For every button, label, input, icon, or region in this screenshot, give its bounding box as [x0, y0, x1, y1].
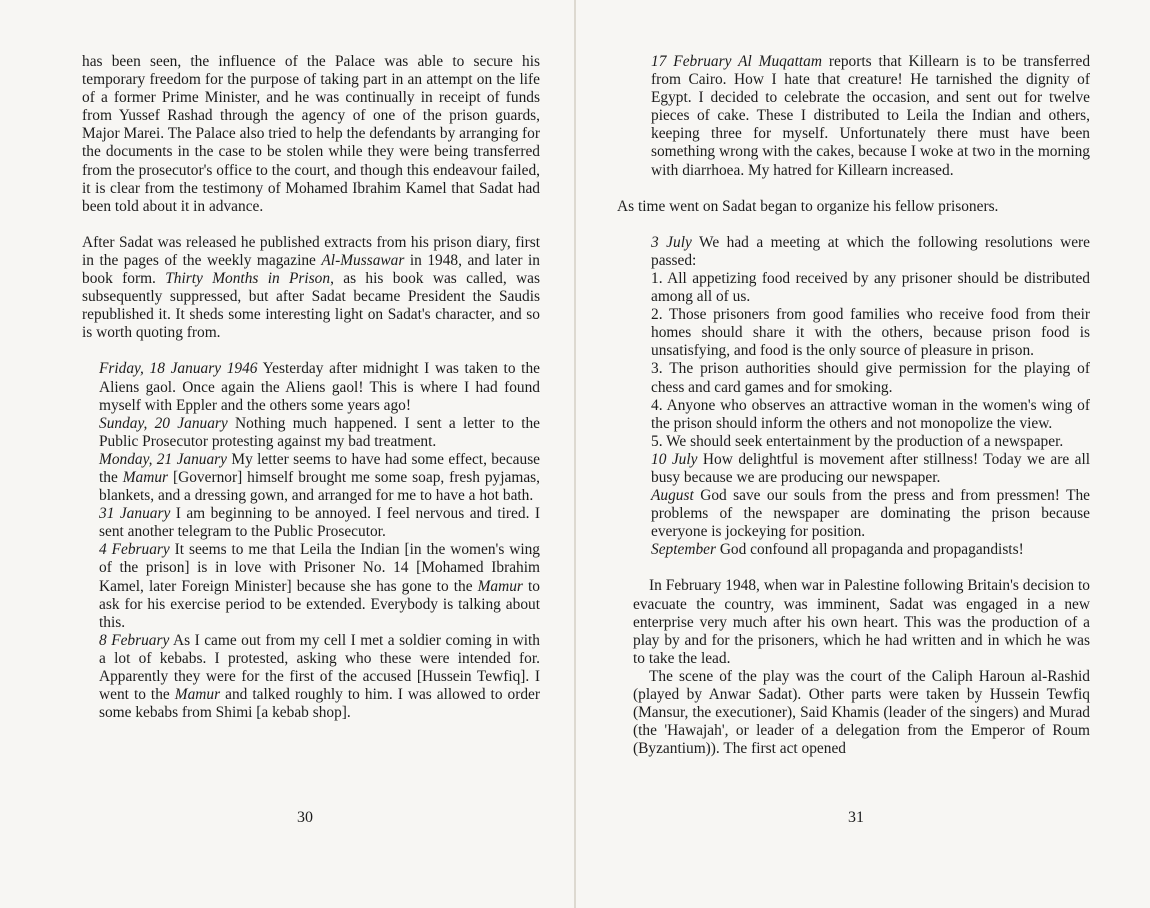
entry-text: Nothing much happened. I sent a letter to the Public Prosecutor protesting against my bad treatment.: [99, 414, 540, 450]
right-text-column: [617, 53, 1091, 758]
page-number: 31: [848, 809, 864, 826]
entry-date: 17 February: [651, 53, 739, 70]
entry-text: [Governor] himself brought me some soap, fresh pyjamas, blankets, and a dressing gown, and arranged for me to have a hot bath.: [99, 468, 540, 505]
resolution-item: 3. The prison authorities should give permission for the playing of chess and card games and for smoking.: [651, 360, 1090, 396]
entry-text: How delightful is movement after stillness! Today we are all busy because we are producing our newspaper.: [651, 450, 1091, 486]
paragraph-text: , as his book was called, was subsequently suppressed, but after Sadat became President the Saudis republished it. It sheds some interesting light on Sadat's character, and so is worth quoting from.: [82, 270, 540, 342]
diary-entry: [651, 451, 1090, 487]
paragraph: has been seen, the influence of the Palace was able to secure his temporary freedom for the purpose of taking part in an attempt on the life of a former Prime Minister, and he was continually in receipt of funds from Yussef Rashad through the agency of one of the prison guards, Major Marei. The Palace also tried to help the defendants by arranging for the documents in the case to be stolen while they were being transferred from the prosecutor's office to the court, and though this endeavour failed, it is clear from the testimony of Mohamed Ibrahim Kamel that Sadat had been told about it in advance.: [82, 53, 540, 215]
diary-extract: [633, 234, 1090, 560]
entry-term: Mamur: [174, 686, 221, 704]
diary-entry: [99, 541, 540, 631]
entry-text: I am beginning to be annoyed. I feel nervous and tired. I sent another telegram to the Public Prosecutor.: [99, 505, 541, 541]
diary-entry: [99, 505, 540, 541]
diary-entry: [99, 632, 540, 722]
magazine-title: Al-Mussawar: [321, 251, 405, 269]
entry-text: God confound all propaganda and propagandists!: [715, 541, 1024, 559]
diary-entry: [99, 360, 540, 414]
entry-date: 3 July: [651, 233, 692, 251]
entry-date: Sunday, 20 January: [99, 414, 228, 432]
entry-text: It seems to me that Leila the Indian [in the women's wing of the prison] is in love with Prisoner No. 14 [Mohamed Ibrahim Kamel, later Foreign Minister] because she has gone to the: [99, 541, 540, 595]
entry-text: My letter seems to have had some effect, because the: [99, 450, 541, 486]
entry-text: reports that Killearn is to be transferred from Cairo. How I hate that creature! He tarnished the dignity of Egypt. I decided to celebrate the occasion, and sent out for twelve pieces of cake. These I distributed to Leila the Indian and others, keeping three for myself. Unfortunately there must have been something wrong with the cakes, because I woke at two in the morning with diarrhoea. My hatred for Killearn increased.: [651, 53, 1091, 179]
entry-date: 10 July: [651, 450, 698, 468]
diary-entry: [651, 234, 1090, 270]
entry-term: Mamur: [477, 577, 523, 595]
entry-text: and talked roughly to him. I was allowed to order some kebabs from Shimi [a kebab shop].: [99, 686, 541, 722]
resolution-item: 4. Anyone who observes an attractive woman in the women's wing of the prison should inform the others and not monopolize the view.: [651, 396, 1090, 432]
paragraph-text: in 1948, and later in book form.: [82, 251, 541, 288]
page-number: 30: [297, 809, 313, 826]
paragraph: [82, 234, 540, 343]
resolution-item: 1. All appetizing food received by any prisoner should be distributed among all of us.: [651, 269, 1090, 306]
entry-text: God save our souls from the press and from pressmen! The problems of the newspaper are dominating the prison because everyone is jockeying for position.: [651, 487, 1090, 541]
diary-entry: [99, 451, 540, 505]
resolution-item: 5. We should seek entertainment by the production of a newspaper.: [651, 432, 1064, 450]
newspaper-title: Al Muqattam: [738, 53, 822, 70]
paragraph-text: After Sadat was released he published extracts from his prison diary, first in the pages of the weekly magazine: [82, 233, 540, 269]
entry-date: Monday, 21 January: [99, 450, 228, 468]
entry-term: Mamur: [122, 468, 169, 486]
paragraph: In February 1948, when war in Palestine following Britain's decision to evacuate the country, was imminent, Sadat was engaged in a new enterprise very much after his own heart. This was the production of a play by and for the prisoners, which he had written and in which he was to take the lead.: [633, 577, 1090, 667]
diary-entry: [651, 541, 1090, 559]
diary-entry: [99, 415, 540, 451]
book-title: Thirty Months in Prison: [165, 270, 331, 288]
entry-date: August: [651, 487, 694, 505]
paragraph: The scene of the play was the court of the Caliph Haroun al-Rashid (played by Anwar Sadat). Other parts were taken by Hussein Tewfiq (Mansur, the executioner), Said Khamis (leader of the singers) and Murad (the 'Hawajah', or leader of a delegation from the Emperor of Roum (Byzantium)). The first act opened: [633, 667, 1090, 758]
resolution-item: 2. Those prisoners from good families who receive food from their homes should share it with the others, because prison food is unsatisfying, and food is the only source of pleasure in prison.: [651, 306, 1090, 360]
entry-date: September: [651, 541, 716, 559]
diary-entry: [651, 487, 1090, 541]
entry-date: 31 January: [99, 505, 171, 523]
diary-entry: [651, 53, 1090, 180]
diary-extract: [633, 53, 1090, 180]
entry-text: Yesterday after midnight I was taken to the Aliens gaol. Once again the Aliens gaol! This is where I had found myself with Eppler and the others some years ago!: [99, 360, 540, 414]
right-page: [575, 0, 1150, 908]
entry-date: Friday, 18 January 1946: [99, 360, 258, 378]
entry-text: We had a meeting at which the following resolutions were passed:: [651, 233, 1090, 269]
entry-text: As I came out from my cell I met a soldier coming in with a lot of kebabs. I protested, asking who these were intended for. Apparently they were for the first of the accused [Hussein Tewfiq]. I went to the: [99, 631, 540, 704]
entry-text: to ask for his exercise period to be extended. Everybody is talking about this.: [99, 577, 540, 631]
entry-date: 8 February: [99, 631, 170, 649]
entry-date: 4 February: [99, 541, 170, 559]
left-text-column: [82, 53, 540, 722]
paragraph: As time went on Sadat began to organize his fellow prisoners.: [617, 197, 999, 215]
diary-extract: [82, 360, 540, 722]
